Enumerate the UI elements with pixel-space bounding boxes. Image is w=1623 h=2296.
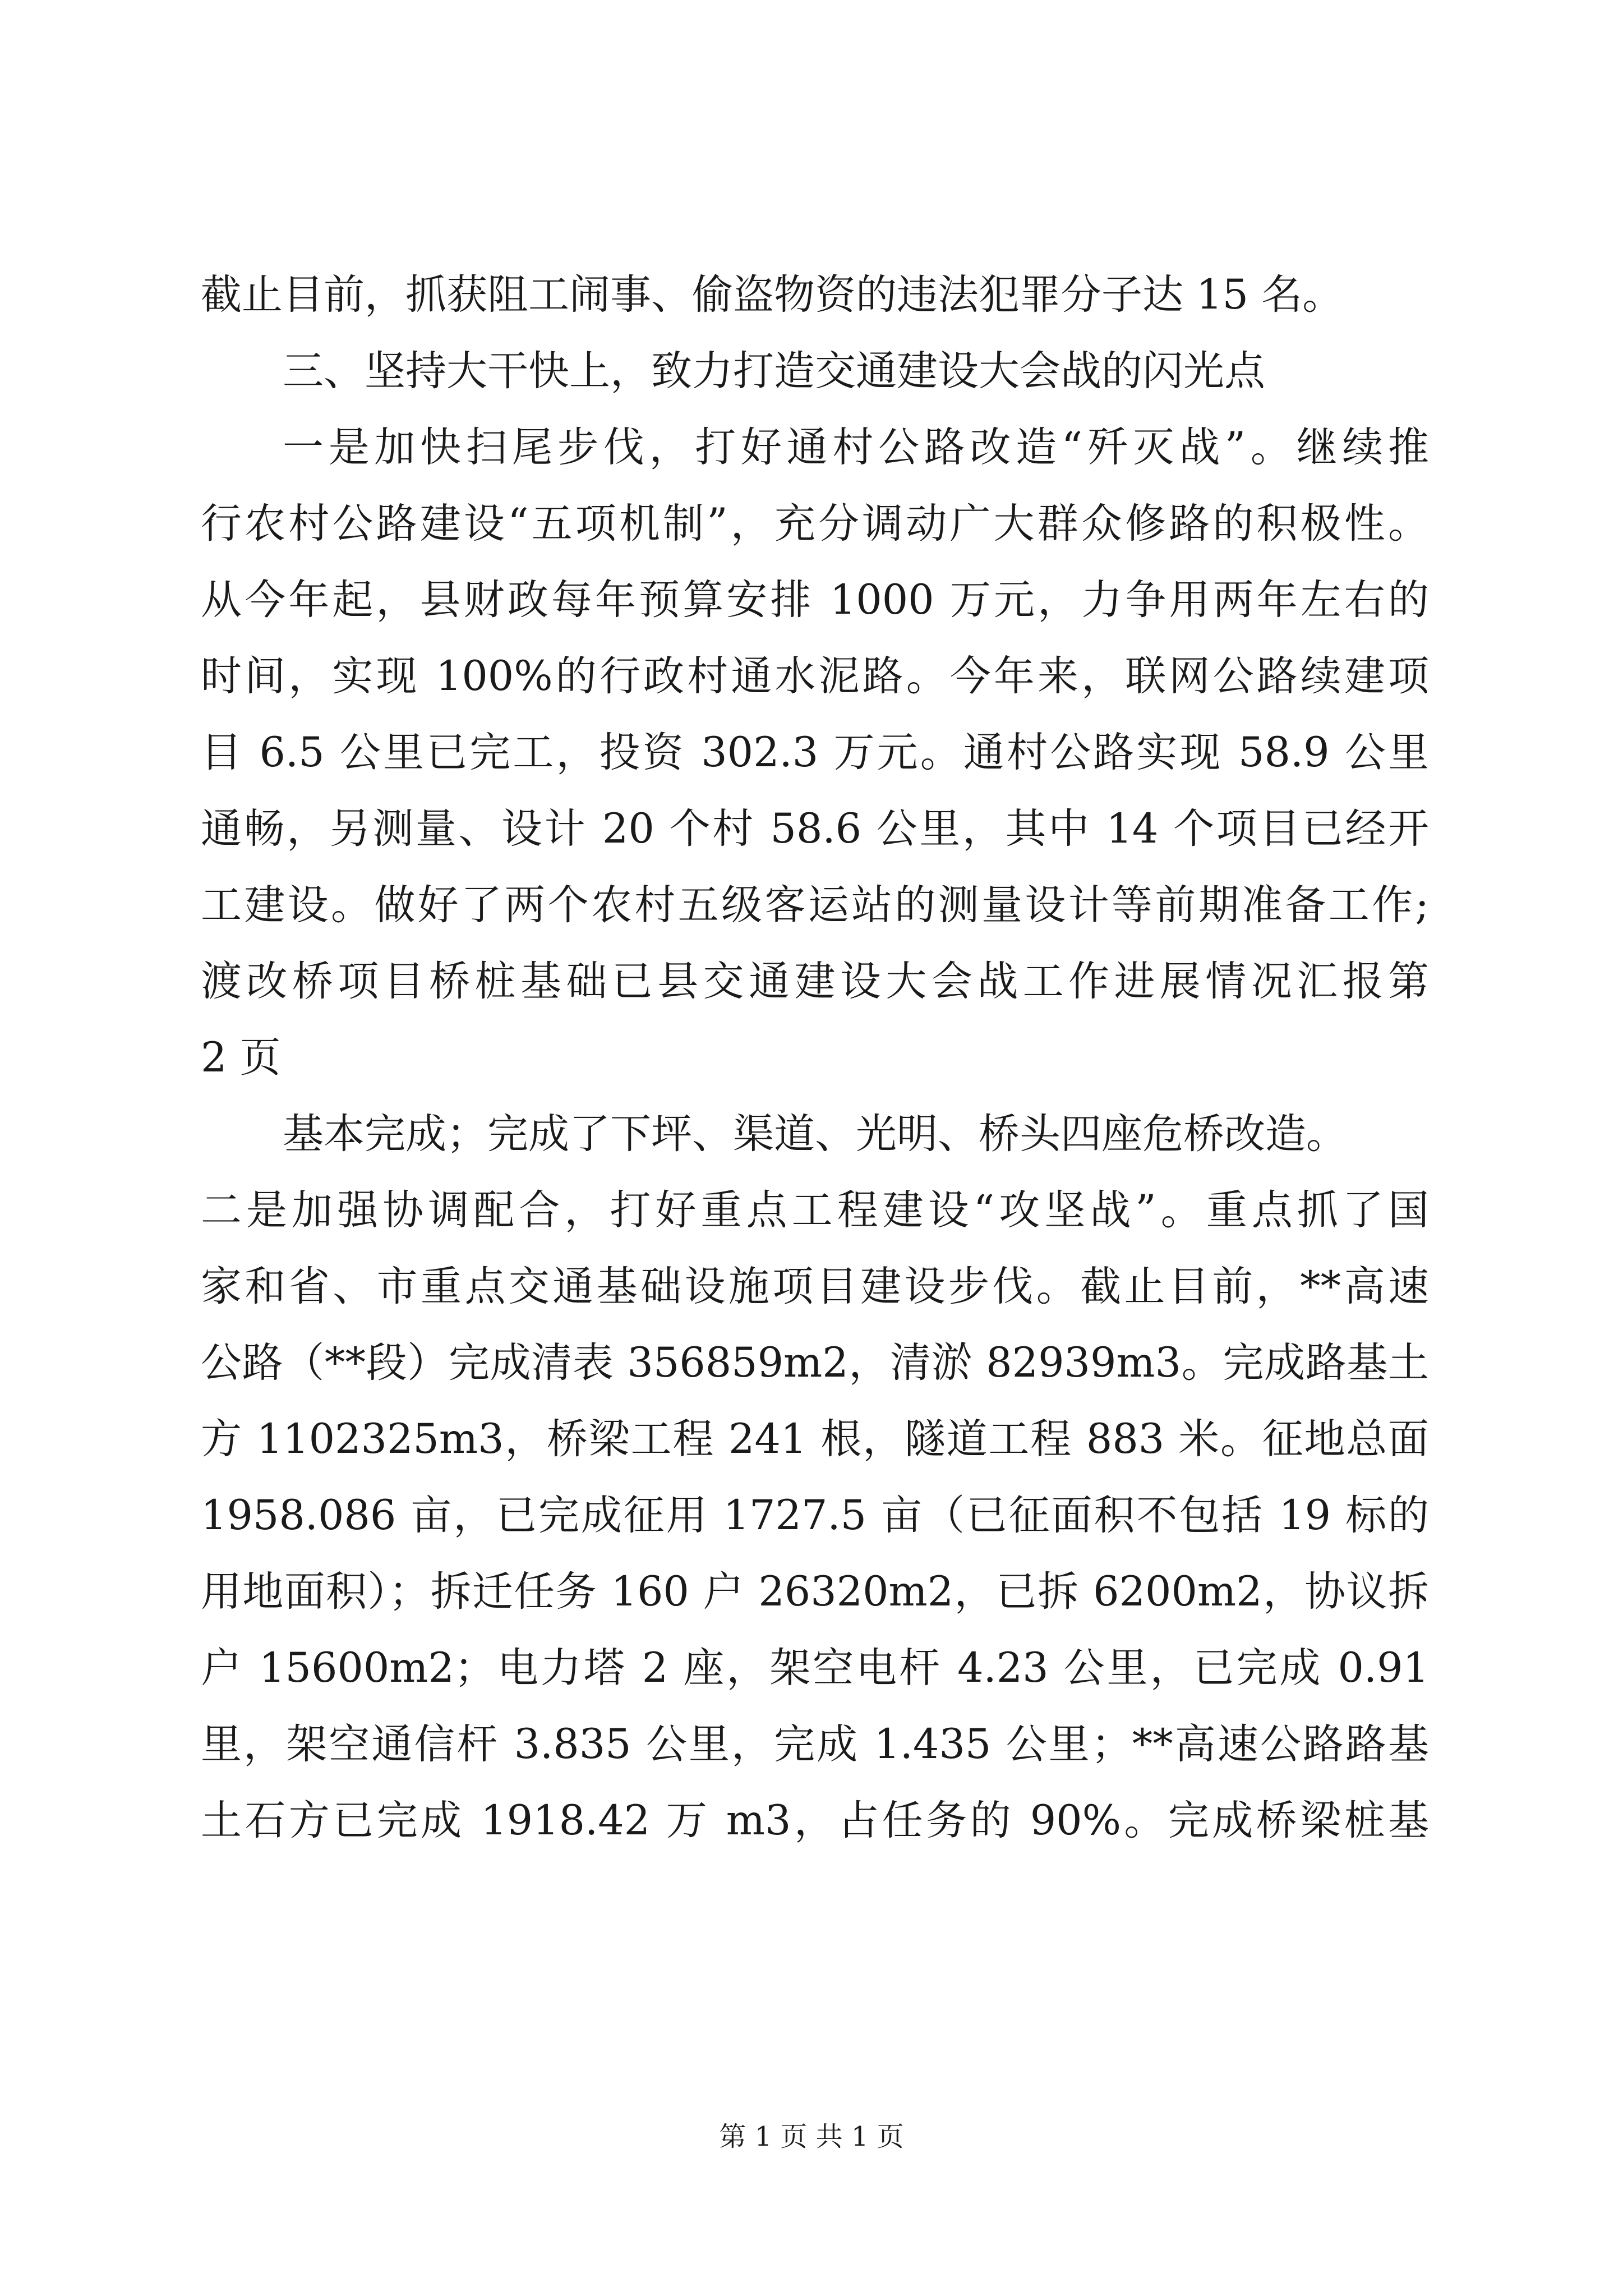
- text-line: 二是加强协调配合，打好重点工程建设“攻坚战”。重点抓了国: [201, 1186, 1429, 1234]
- text-line: 时间，实现 100%的行政村通水泥路。今年来，联网公路续建项: [201, 652, 1429, 700]
- text-line: 从今年起，县财政每年预算安排 1000 万元，力争用两年左右的: [201, 576, 1429, 624]
- section-heading: 三、坚持大干快上，致力打造交通建设大会战的闪光点: [283, 347, 1265, 395]
- text-line: 通畅，另测量、设计 20 个村 58.6 公里，其中 14 个项目已经开: [201, 805, 1429, 853]
- text-line: 公路（**段）完成清表 356859m2，清淤 82939m3。完成路基土: [201, 1339, 1429, 1387]
- page-footer: 第 1 页 共 1 页: [719, 2121, 904, 2152]
- text-line: 方 1102325m3，桥梁工程 241 根，隧道工程 883 米。征地总面: [201, 1415, 1429, 1463]
- text-line: 土石方已完成 1918.42 万 m3，占任务的 90%。完成桥梁桩基: [201, 1797, 1429, 1844]
- text-line: 家和省、市重点交通基础设施项目建设步伐。截止目前，**高速: [201, 1263, 1429, 1310]
- text-line: 行农村公路建设“五项机制”，充分调动广大群众修路的积极性。: [201, 500, 1429, 547]
- text-line: 基本完成；完成了下坪、渠道、光明、桥头四座危桥改造。: [283, 1110, 1347, 1158]
- document-body: [201, 257, 1429, 1859]
- text-line: 1958.086 亩，已完成征用 1727.5 亩（已征面积不包括 19 标的: [201, 1492, 1429, 1539]
- text-line: 截止目前，抓获阻工闹事、偷盗物资的违法犯罪分子达 15 名。: [201, 271, 1344, 319]
- text-line: 里，架空通信杆 3.835 公里，完成 1.435 公里；**高速公路路基: [201, 1720, 1429, 1768]
- text-line: 户 15600m2；电力塔 2 座，架空电杆 4.23 公里，已完成 0.91: [201, 1644, 1429, 1692]
- text-line: 2 页: [201, 1034, 281, 1082]
- text-line: 一是加快扫尾步伐，打好通村公路改造“歼灭战”。继续推: [283, 424, 1429, 471]
- text-line: 目 6.5 公里已完工，投资 302.3 万元。通村公路实现 58.9 公里: [201, 729, 1429, 776]
- text-line: 用地面积）；拆迁任务 160 户 26320m2，已拆 6200m2，协议拆: [201, 1568, 1429, 1616]
- text-line: 工建设。做好了两个农村五级客运站的测量设计等前期准备工作;: [201, 881, 1429, 929]
- text-line: 渡改桥项目桥桩基础已县交通建设大会战工作进展情况汇报第: [201, 958, 1429, 1005]
